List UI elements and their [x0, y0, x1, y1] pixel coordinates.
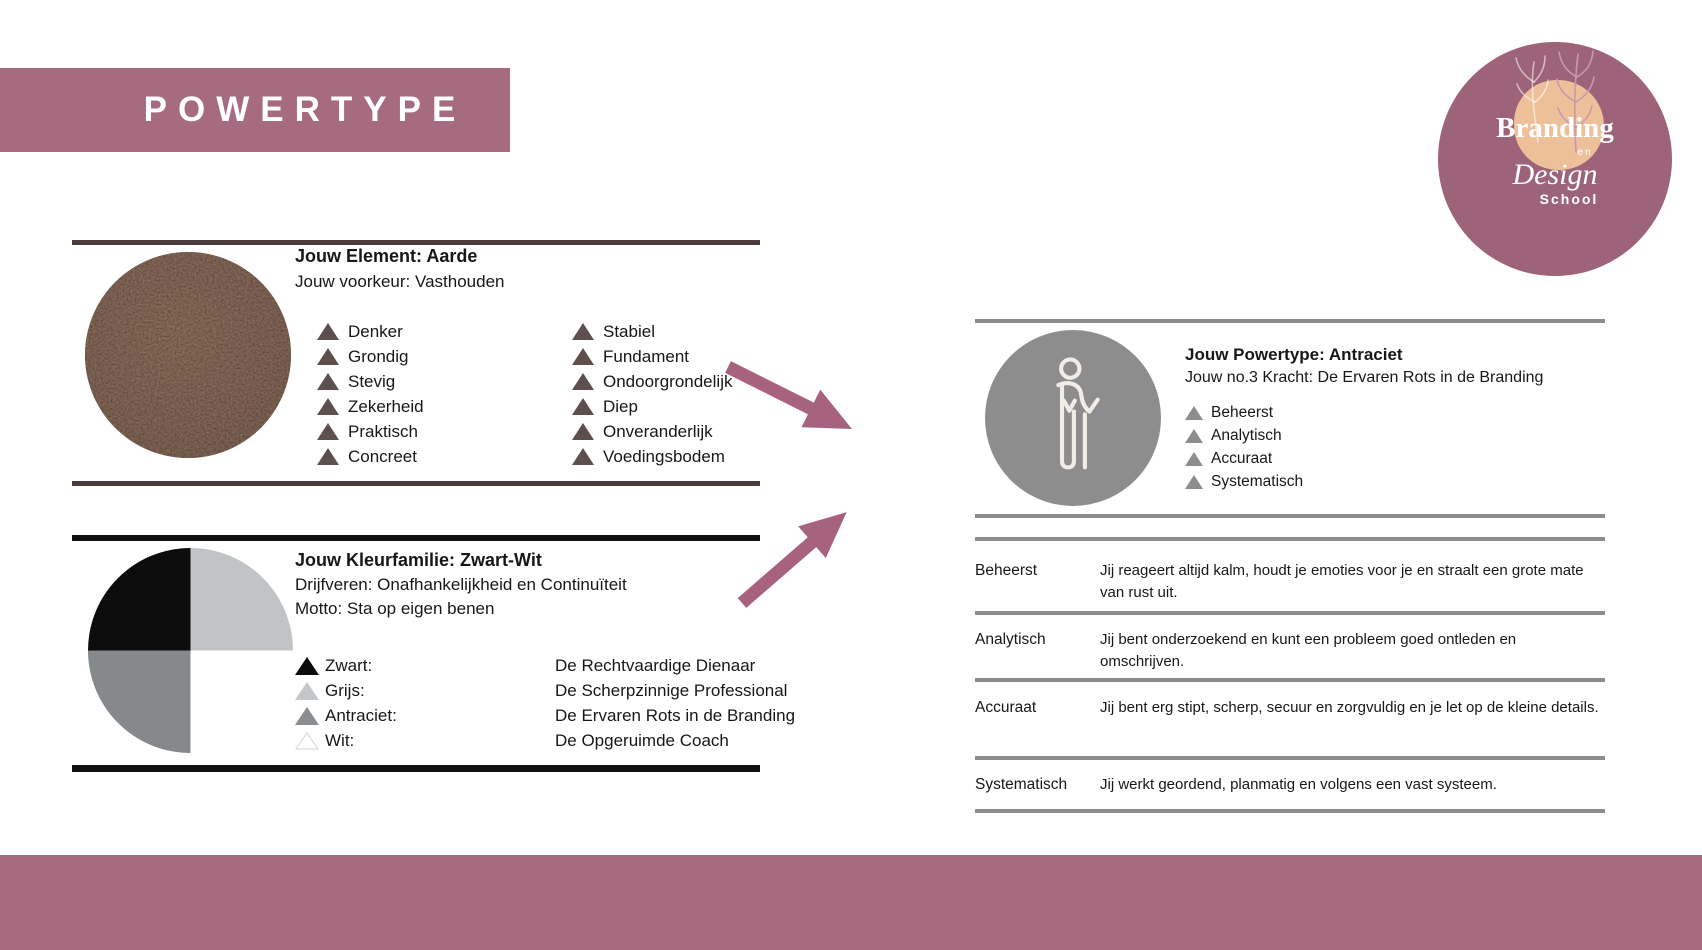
trait-row [572, 319, 732, 344]
triangle-bullet-icon [572, 423, 594, 440]
arrows-to-powertype [700, 345, 900, 625]
table-term: Accuraat [975, 699, 1037, 716]
kleur-row [295, 653, 795, 678]
trait-label: Beheerst [1211, 403, 1274, 421]
element-traits-left [317, 319, 424, 469]
logo-word-en: en [1577, 147, 1593, 158]
element-block-bottom-rule [72, 481, 760, 486]
kleur-row [295, 703, 795, 728]
table-description: Jij werkt geordend, planmatig en volgens een vast systeem. [1100, 776, 1497, 793]
trait-label: Denker [348, 321, 403, 341]
trait-row [317, 344, 424, 369]
kleurfamilie-pie-chart [88, 548, 293, 753]
kleur-archetype: De Opgeruimde Coach [555, 730, 729, 750]
trait-label: Analytisch [1211, 426, 1282, 444]
element-subheading: Jouw voorkeur: Vasthouden [295, 272, 505, 291]
element-heading: Jouw Element: Aarde [295, 246, 478, 266]
powertype-heading: Jouw Powertype: Antraciet [1185, 345, 1403, 364]
trait-label: Concreet [348, 446, 417, 466]
kleurfamilie-top-rule [72, 535, 760, 541]
trait-row [317, 394, 424, 419]
triangle-bullet-icon [572, 373, 594, 390]
logo-word-design: Design [1512, 158, 1598, 191]
element-block-top-rule [72, 240, 760, 245]
logo-text [1438, 114, 1672, 206]
trait-row [317, 319, 424, 344]
triangle-bullet-icon [317, 323, 339, 340]
triangle-bullet-icon [572, 348, 594, 365]
triangle-bullet-icon [317, 373, 339, 390]
arrow-bottom-icon [742, 537, 818, 603]
branding-design-school-logo [1438, 42, 1672, 276]
logo-word-school: School [1539, 191, 1599, 207]
triangle-bullet-icon [572, 448, 594, 465]
trait-row [1185, 470, 1303, 493]
kleur-label: Antraciet: [325, 705, 397, 725]
kleurfamilie-drijfveren: Drijfveren: Onafhankelijkheid en Continuïteit [295, 575, 627, 594]
trait-label: Diep [603, 396, 638, 416]
trait-label: Stabiel [603, 321, 655, 341]
trait-label: Voedingsbodem [603, 446, 725, 466]
triangle-bullet-icon [317, 398, 339, 415]
divider [975, 678, 1605, 682]
triangle-bullet-icon [1185, 406, 1203, 420]
trait-row [1185, 424, 1303, 447]
logo-word-branding: Branding [1496, 112, 1614, 144]
trait-row [317, 369, 424, 394]
title-bar [0, 68, 510, 152]
divider [975, 514, 1605, 518]
kleurfamilie-motto: Motto: Sta op eigen benen [295, 599, 495, 618]
table-description: Jij reageert altijd kalm, houdt je emoties voor je en straalt een grote mate van rust uit. [1100, 562, 1584, 601]
kleurfamilie-bottom-rule [72, 765, 760, 772]
soil-photo [85, 252, 291, 458]
powertype-subheading: Jouw no.3 Kracht: De Ervaren Rots in de Branding [1185, 369, 1544, 386]
kleur-label: Zwart: [325, 655, 373, 675]
trait-row [317, 444, 424, 469]
table-description: Jij bent erg stipt, scherp, secuur en zorgvuldig en je let op de kleine details. [1100, 699, 1599, 716]
trait-row [1185, 447, 1303, 470]
powertype-top-rule [975, 319, 1605, 323]
trait-row [317, 419, 424, 444]
footer-bar [0, 855, 1702, 950]
trait-label: Onveranderlijk [603, 421, 713, 441]
kleur-row [295, 728, 795, 753]
trait-label: Systematisch [1211, 472, 1304, 490]
kleurfamilie-heading: Jouw Kleurfamilie: Zwart-Wit [295, 550, 542, 570]
trait-row [1185, 401, 1303, 424]
divider [975, 756, 1605, 760]
triangle-bullet-icon [1185, 452, 1203, 466]
kleur-archetype-list [295, 653, 795, 753]
trait-label: Fundament [603, 346, 689, 366]
trait-label: Grondig [348, 346, 409, 366]
kleur-archetype: De Rechtvaardige Dienaar [555, 655, 756, 675]
table-description: Jij bent onderzoekend en kunt een probleem goed ontleden en omschrijven. [1100, 631, 1517, 670]
divider [975, 611, 1605, 615]
zwart-triangle-icon [295, 657, 319, 675]
kleur-label: Grijs: [325, 680, 365, 700]
trait-label: Accuraat [1211, 449, 1273, 467]
grijs-triangle-icon [295, 682, 319, 700]
kleur-row [295, 678, 795, 703]
trait-label: Zekerheid [348, 396, 424, 416]
triangle-bullet-icon [1185, 475, 1203, 489]
kleur-archetype: De Ervaren Rots in de Branding [555, 705, 796, 725]
powertype-person-badge [985, 330, 1161, 506]
table-term: Analytisch [975, 631, 1046, 648]
triangle-bullet-icon [1185, 429, 1203, 443]
triangle-bullet-icon [572, 398, 594, 415]
person-icon [1027, 354, 1119, 482]
divider [975, 537, 1605, 541]
arrow-top-icon [728, 367, 818, 412]
triangle-bullet-icon [317, 348, 339, 365]
triangle-bullet-icon [317, 448, 339, 465]
trait-label: Ondoorgrondelijk [603, 371, 733, 391]
triangle-bullet-icon [317, 423, 339, 440]
powertype-bottom-rule [975, 809, 1605, 813]
trait-label: Stevig [348, 371, 396, 391]
kleur-archetype: De Scherpzinnige Professional [555, 680, 788, 700]
trait-label: Praktisch [348, 421, 418, 441]
triangle-bullet-icon [572, 323, 594, 340]
antraciet-triangle-icon [295, 707, 319, 725]
table-term: Systematisch [975, 776, 1068, 793]
kleur-label: Wit: [325, 730, 355, 750]
page-title: POWERTYPE [143, 90, 467, 129]
wit-triangle-icon [295, 732, 319, 750]
table-term: Beheerst [975, 562, 1038, 579]
powertype-traits [1185, 401, 1303, 493]
